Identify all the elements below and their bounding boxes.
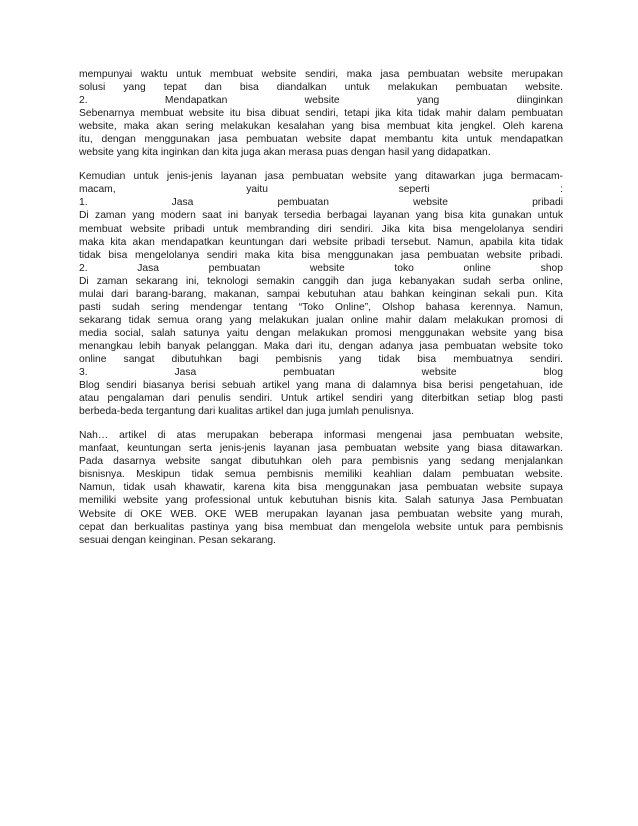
paragraph bbox=[79, 429, 563, 546]
text-line: maka kita akan mendapatkan keuntungan dari website pribadi tersebut. Namun, apabila kita tidak bbox=[79, 236, 563, 248]
paragraph bbox=[79, 170, 563, 418]
text-line: atau pengalaman dari penulis sendiri. Untuk artikel sendiri yang diterbitkan setiap blog pasti bbox=[79, 393, 563, 405]
text-line: website, maka akan sering melakukan kesalahan yang bisa membuat kita jengkel. Oleh karena bbox=[79, 121, 563, 133]
paragraph-gap bbox=[79, 159, 563, 170]
text-line: Sebenarnya membuat website itu bisa dibuat sendiri, tetapi jika kita tidak mahir dalam pembuatan bbox=[79, 108, 563, 120]
text-line: bisnisnya. Meskipun tidak semua pembisnis memiliki keahlian dalam pembuatan website. bbox=[79, 469, 563, 481]
text-line: cepat dan berkualitas pastinya yang bisa membuat dan mengelola website untuk para pembisnis bbox=[79, 521, 563, 533]
text-line: sesuai dengan keinginan. Pesan sekarang. bbox=[79, 534, 276, 546]
text-line: membuat website pribadi untuk membranding diri sendiri. Jika kita bisa mengelolanya sendiri bbox=[79, 223, 563, 235]
paragraph bbox=[79, 68, 563, 159]
text-line: Website di OKE WEB. OKE WEB merupakan layanan jasa pembuatan website yang murah, bbox=[79, 508, 563, 520]
text-line: Di zaman sekarang ini, teknologi semakin canggih dan juga kebanyakan sudah serba online, bbox=[79, 275, 563, 287]
text-line: 3. Jasa pembuatan website blog bbox=[79, 367, 563, 379]
text-line: website yang kita inginkan dan kita juga akan merasa puas dengan hasil yang didapatkan. bbox=[79, 147, 491, 159]
text-line: Pada dasarnya website sangat dibutuhkan oleh para pembisnis yang sedang menjalankan bbox=[79, 456, 563, 468]
text-line: Kemudian untuk jenis-jenis layanan jasa pembuatan website yang ditawarkan juga bermacam- bbox=[79, 171, 563, 183]
text-line: online sangat dibutuhkan bagi pembisnis yang tidak bisa membuatnya sendiri. bbox=[79, 353, 563, 365]
document-page bbox=[79, 68, 563, 547]
text-line: Blog sendiri biasanya berisi sebuah artikel yang mana di dalamnya bisa berisi pengetahuan, ide bbox=[79, 380, 563, 392]
text-line: 1. Jasa pembuatan website pribadi bbox=[79, 197, 563, 209]
text-line: Di zaman yang modern saat ini banyak tersedia berbagai layanan yang bisa kita gunakan untuk bbox=[79, 210, 563, 222]
text-line: pasti sudah sering mendengar tentang “Toko Online”, Olshop bahasa kerennya. Namun, bbox=[79, 301, 563, 313]
text-line: berbeda-beda tergantung dari kualitas artikel dan juga jumlah penulisnya. bbox=[79, 406, 414, 418]
text-line: 2. Mendapatkan website yang diinginkan bbox=[79, 95, 563, 107]
text-line: menangkau lebih banyak pelanggan. Maka dari itu, dengan adanya jasa pembuatan website toko bbox=[79, 340, 563, 352]
text-line: Nah… artikel di atas merupakan beberapa informasi mengenai jasa pembuatan website, bbox=[79, 430, 563, 442]
text-line: mulai dari barang-barang, makanan, sampai kebutuhan atau bahkan keinginan sekali pun. Kita bbox=[79, 288, 563, 300]
text-line: manfaat, keuntungan serta jenis-jenis layanan jasa pembuatan website yang biasa ditawarkan. bbox=[79, 443, 563, 455]
text-line: Namun, tidak usah khawatir, karena kita bisa menggunakan jasa pembuatan website supaya bbox=[79, 482, 563, 494]
paragraph-gap bbox=[79, 418, 563, 429]
text-line: 2. Jasa pembuatan website toko online shop bbox=[79, 262, 563, 274]
text-line: mempunyai waktu untuk membuat website sendiri, maka jasa pembuatan website merupakan bbox=[79, 69, 563, 80]
text-line: sekarang tidak semua orang yang melakukan jualan online mahir dalam melakukan promosi di bbox=[79, 314, 563, 326]
text-line: tidak bisa mengelolanya sendiri maka kita bisa menggunakan jasa pembuatan website pribadi. bbox=[79, 249, 563, 261]
text-line: itu, dengan menggunakan jasa pembuatan website dapat membantu kita untuk mendapatkan bbox=[79, 134, 563, 146]
text-line: media social, salah satunya yaitu dengan melakukan promosi menggunakan website yang bisa bbox=[79, 327, 563, 339]
text-line: memiliki website yang professional untuk kebutuhan bisnis kita. Salah satunya Jasa Pembuatan bbox=[79, 495, 563, 507]
text-line: macam, yaitu seperti : bbox=[79, 184, 563, 196]
text-line: solusi yang tepat dan bisa diandalkan untuk melakukan pembuatan website. bbox=[79, 82, 563, 94]
